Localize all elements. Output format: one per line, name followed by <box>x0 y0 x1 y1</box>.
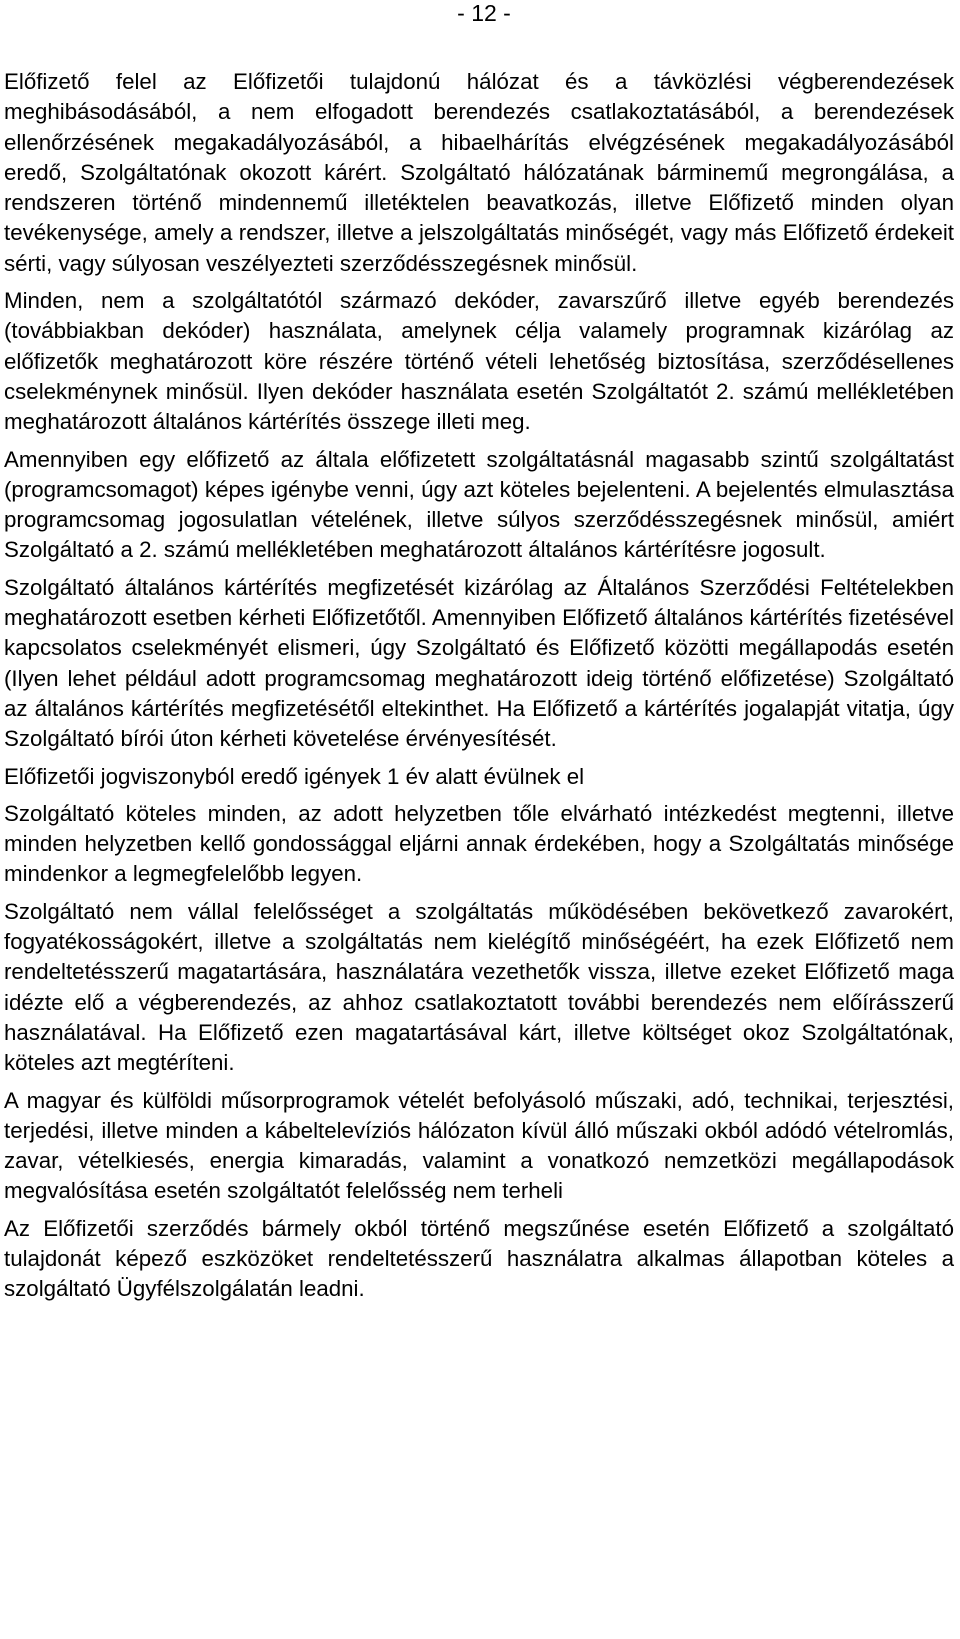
paragraph-subscriber-liability: Előfizető felel az Előfizetői tulajdonú hálózat és a távközlési végberendezések meghibásodásából, a nem elfogadott berendezés csatlakoztatásából, a berendezések ellenőrzésének megakadályozásából, a hibaelhárítás elvégzésének megakadályozásából eredő, Szolgáltatónak okozott kárért. Szolgáltató hálózatának bárminemű megrongálása, a rendszeren történő mindennemű illetéktelen beavatkozás, illetve Előfizető minden olyan tevékenysége, amely a rendszer, illetve a jelszolgáltatás minőségét, vagy más Előfizető érdekeit sérti, vagy súlyosan veszélyezteti szerződésszegésnek minősül. <box>4 69 954 276</box>
paragraph-decoder-usage: Minden, nem a szolgáltatótól származó dekóder, zavarszűrő illetve egyéb berendezés (továbbiakban dekóder) használata, amelynek célja valamely programnak kizárólag az előfizetők meghatározott köre részére történő vételi lehetőség biztosítása, szerződésellenes cselekménynek minősül. Ilyen dekóder használata esetén Szolgáltatót 2. számú mellékletében meghatározott általános kártérítés összege illeti meg. <box>4 288 954 435</box>
paragraph-higher-service-notice: Amennyiben egy előfizető az általa előfizetett szolgáltatásnál magasabb szintű szolgáltatást (programcsomagot) képes igénybe venni, úgy azt köteles bejelenteni. A bejelentés elmulasztása programcsomag jogosulatlan vételének, illetve súlyos szerződésszegésnek minősül, amiért Szolgáltató a 2. számú mellékletében meghatározott általános kártérítésre jogosult. <box>4 446 954 563</box>
paragraph-equipment-return: Az Előfizetői szerződés bármely okból történő megszűnése esetén Előfizető a szolgáltató tulajdonát képező eszközöket rendeltetésszerű használatra alkalmas állapotban köteles a szolgáltató Ügyfélszolgálatán leadni. <box>4 1215 954 1302</box>
paragraph-provider-obligation: Szolgáltató köteles minden, az adott helyzetben tőle elvárható intézkedést megtenni, illetve minden helyzetben kellő gondossággal eljárni annak érdekében, hogy a Szolgáltatás minősége mindenkor a legmegfelelőbb legyen. <box>4 800 954 887</box>
paragraph-provider-disclaimer: Szolgáltató nem vállal felelősséget a szolgáltatás működésében bekövetkező zavarokért, fogyatékosságokért, illetve a szolgáltatás nem kielégítő minőségéért, ha ezek Előfizető nem rendeltetésszerű magatartására, használatára vezethetők vissza, illetve ezeket Előfizető maga idézte elő a végberendezés, az ahhoz csatlakoztatott további berendezés nem előírásszerű használatával. Ha Előfizető ezen magatartásával kárt, illetve költséget okoz Szolgáltatónak, köteles azt megtéríteni. <box>4 898 954 1076</box>
paragraph-general-compensation: Szolgáltató általános kártérítés megfizetését kizárólag az Általános Szerződési Feltételekben meghatározott esetben kérheti Előfizetőtől. Amennyiben Előfizető általános kártérítés fizetésével kapcsolatos cselekményét elismeri, úgy Szolgáltató és Előfizető közötti megállapodás esetén (Ilyen lehet például adott programcsomag meghatározott ideig történő előfizetése) Szolgáltató az általános kártérítés megfizetésétől eltekinthet. Ha Előfizető a kártérítés jogalapját vitatja, úgy Szolgáltató bírói úton kérheti követelése érvényesítését. <box>4 574 954 752</box>
document-body <box>4 67 954 1312</box>
paragraph-reception-disclaimer: A magyar és külföldi műsorprogramok vételét befolyásoló műszaki, adó, technikai, terjesztési, terjedési, illetve minden a kábeltelevíziós hálózaton kívül álló műszaki okból adódó vételromlás, zavar, vételkiesés, energia kimaradás, valamint a vonatkozó nemzetközi megállapodások megvalósítása esetén szolgáltatót felelősség nem terheli <box>4 1087 954 1204</box>
paragraph-limitation-period: Előfizetői jogviszonyból eredő igények 1 év alatt évülnek el <box>4 763 585 789</box>
page-number: - 12 - <box>457 0 511 26</box>
